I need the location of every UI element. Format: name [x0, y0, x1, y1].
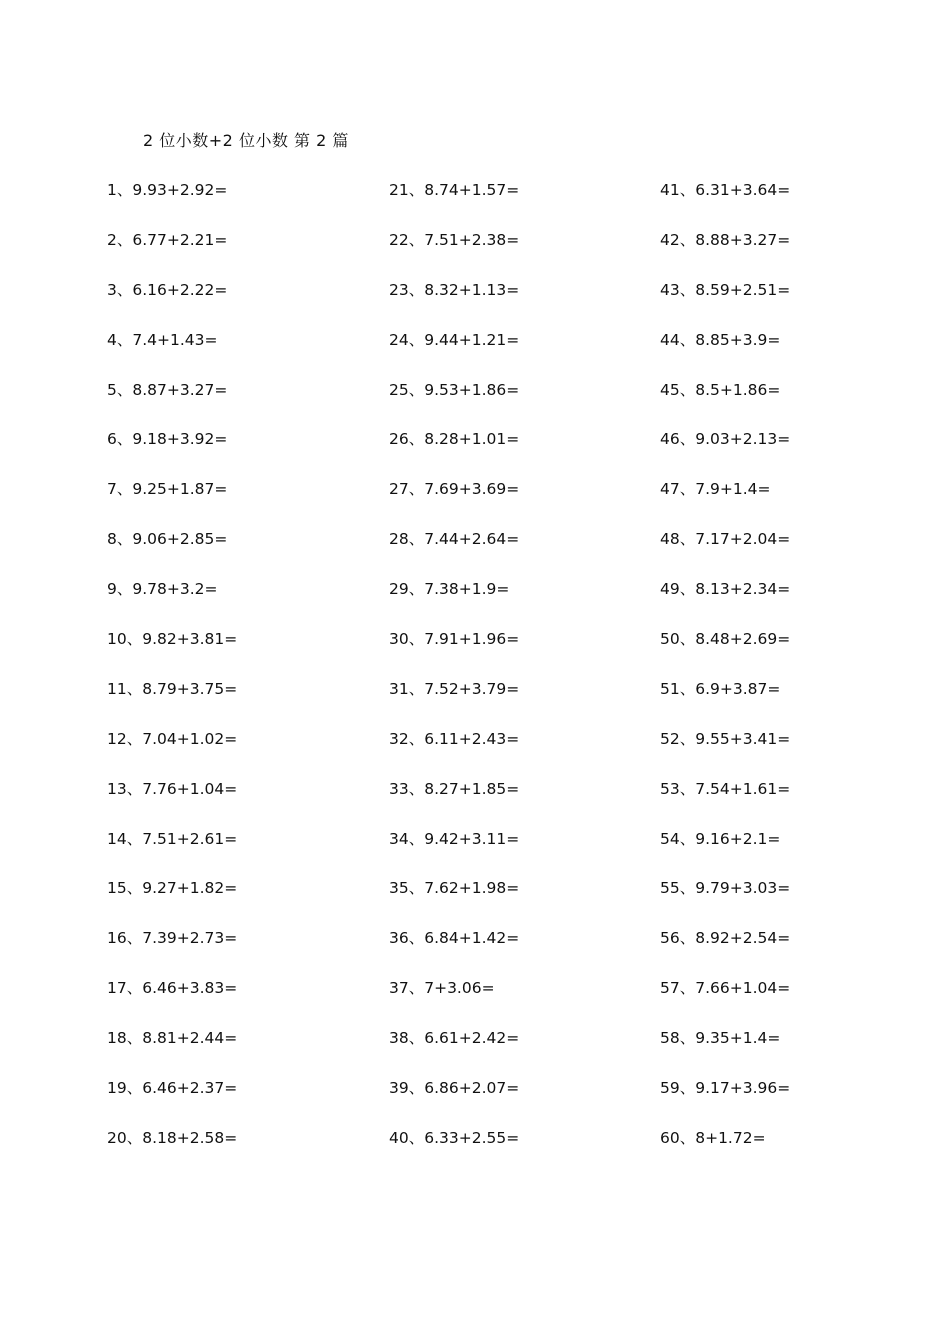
math-problem: 8、9.06+2.85= — [107, 530, 228, 549]
math-problem: 29、7.38+1.9= — [389, 580, 510, 599]
math-problem: 39、6.86+2.07= — [389, 1079, 520, 1098]
math-problem: 42、8.88+3.27= — [660, 230, 791, 249]
math-problem: 44、8.85+3.9= — [660, 330, 781, 349]
math-problem: 57、7.66+1.04= — [660, 979, 791, 998]
math-problem: 35、7.62+1.98= — [389, 879, 520, 898]
math-problem: 30、7.91+1.96= — [389, 630, 520, 649]
math-problem: 40、6.33+2.55= — [389, 1128, 520, 1147]
math-problem: 58、9.35+1.4= — [660, 1029, 781, 1048]
math-problem: 33、8.27+1.85= — [389, 779, 520, 798]
math-problem: 23、8.32+1.13= — [389, 280, 520, 299]
math-problem: 14、7.51+2.61= — [107, 829, 238, 848]
math-problem: 31、7.52+3.79= — [389, 679, 520, 698]
math-problem: 10、9.82+3.81= — [107, 630, 238, 649]
math-problem: 3、6.16+2.22= — [107, 280, 228, 299]
math-problem: 34、9.42+3.11= — [389, 829, 520, 848]
math-problem: 43、8.59+2.51= — [660, 280, 791, 299]
math-problem: 18、8.81+2.44= — [107, 1029, 238, 1048]
math-problem: 55、9.79+3.03= — [660, 879, 791, 898]
math-problem: 32、6.11+2.43= — [389, 729, 520, 748]
math-problem: 11、8.79+3.75= — [107, 679, 238, 698]
math-problem: 6、9.18+3.92= — [107, 430, 228, 449]
math-problem: 52、9.55+3.41= — [660, 729, 791, 748]
math-problem: 5、8.87+3.27= — [107, 380, 228, 399]
page-title: 2 位小数+2 位小数 第 2 篇 — [143, 131, 349, 150]
problem-column-1 — [107, 178, 367, 1176]
math-problem: 46、9.03+2.13= — [660, 430, 791, 449]
math-problem: 27、7.69+3.69= — [389, 480, 520, 499]
problem-column-2 — [389, 178, 649, 1176]
math-problem: 38、6.61+2.42= — [389, 1029, 520, 1048]
math-problem: 28、7.44+2.64= — [389, 530, 520, 549]
math-problem: 37、7+3.06= — [389, 979, 495, 998]
math-problem: 54、9.16+2.1= — [660, 829, 781, 848]
math-problem: 51、6.9+3.87= — [660, 679, 781, 698]
math-problem: 49、8.13+2.34= — [660, 580, 791, 599]
math-problem: 50、8.48+2.69= — [660, 630, 791, 649]
math-problem: 2、6.77+2.21= — [107, 230, 228, 249]
math-problem: 17、6.46+3.83= — [107, 979, 238, 998]
math-problem: 21、8.74+1.57= — [389, 181, 520, 199]
math-problem: 9、9.78+3.2= — [107, 580, 218, 599]
math-problem: 15、9.27+1.82= — [107, 879, 238, 898]
math-problem: 60、8+1.72= — [660, 1128, 766, 1147]
math-problem: 20、8.18+2.58= — [107, 1128, 238, 1147]
math-problem: 12、7.04+1.02= — [107, 729, 238, 748]
math-problem: 16、7.39+2.73= — [107, 929, 238, 948]
math-problem: 13、7.76+1.04= — [107, 779, 238, 798]
math-problem: 41、6.31+3.64= — [660, 181, 791, 199]
problem-column-3 — [660, 178, 920, 1176]
math-problem: 19、6.46+2.37= — [107, 1079, 238, 1098]
math-problem: 22、7.51+2.38= — [389, 230, 520, 249]
math-problem: 53、7.54+1.61= — [660, 779, 791, 798]
math-problem: 59、9.17+3.96= — [660, 1079, 791, 1098]
math-problem: 26、8.28+1.01= — [389, 430, 520, 449]
math-problem: 48、7.17+2.04= — [660, 530, 791, 549]
math-problem: 4、7.4+1.43= — [107, 330, 218, 349]
math-problem: 36、6.84+1.42= — [389, 929, 520, 948]
math-problem: 47、7.9+1.4= — [660, 480, 771, 499]
math-problem: 24、9.44+1.21= — [389, 330, 520, 349]
math-problem: 7、9.25+1.87= — [107, 480, 228, 499]
math-problem: 25、9.53+1.86= — [389, 380, 520, 399]
math-problem: 56、8.92+2.54= — [660, 929, 791, 948]
math-problem: 1、9.93+2.92= — [107, 181, 228, 199]
math-problem: 45、8.5+1.86= — [660, 380, 781, 399]
